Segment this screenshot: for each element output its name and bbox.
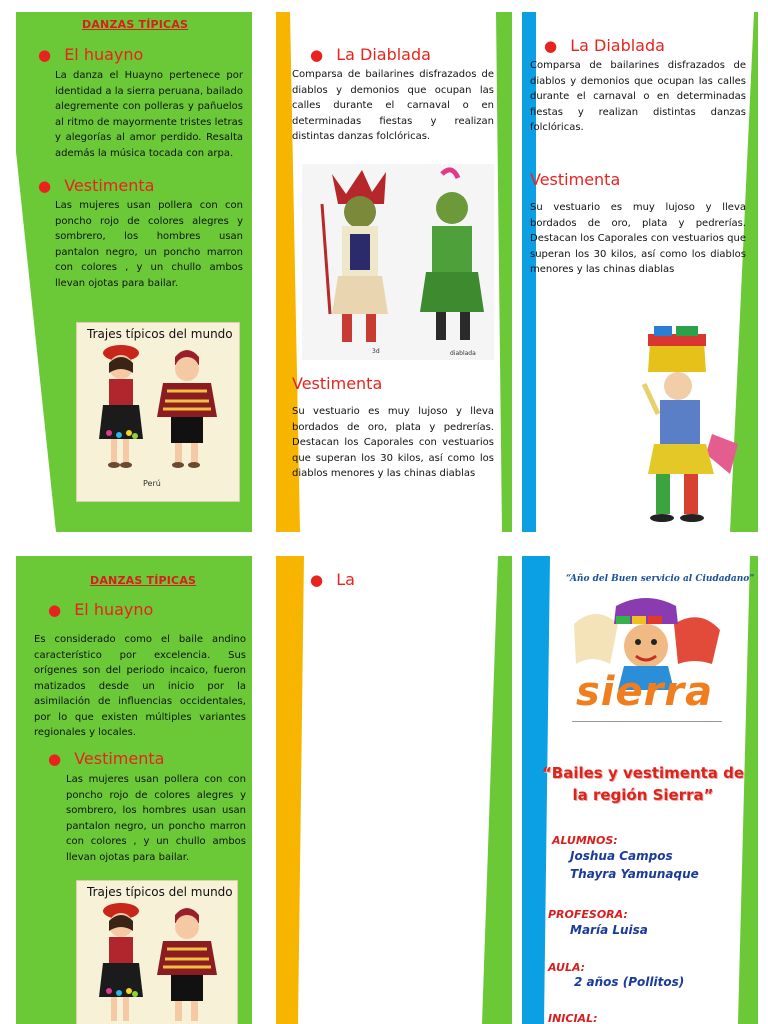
heading-la: ● La [310,570,355,589]
top-middle-panel [276,12,512,532]
section-title: DANZAS TÍPICAS [90,574,197,587]
dancer-illustration [634,324,744,524]
bullet-icon: ● [38,177,52,195]
heading-vestimenta: Vestimenta [530,170,621,189]
bottom-middle-panel [276,556,512,1024]
heading-vestimenta: Vestimenta [292,374,383,393]
diablada-image [302,164,494,360]
paragraph-huayno: La danza el Huayno pertenece por identidad a la sierra peruana, bailado alegremente con polleras y pañuelos al ritmo de mayormente tristes letras y alegorías al amor perdido. Resalta además la música tocada con arpa. [55,70,243,159]
paragraph-vestimenta: Las mujeres usan pollera con con poncho rojo de colores alegres y sombrero, los hombres usan pantalon negro, un poncho marron con colores , y un chullo ambos llevan ojotas para bailar. [55,200,243,289]
alumno-2: Thayra Yamunaque [570,867,699,881]
image-title: Trajes típicos del mundo [87,885,233,899]
motto: “Año del Buen servicio al Ciudadano” [566,574,755,584]
costume-image [76,880,238,1024]
diablada-dancers-illustration [302,164,494,360]
image-label-right: diablada [450,350,476,357]
aula-value: 2 años (Pollitos) [574,975,685,989]
alumnos-label: ALUMNOS: [552,834,618,847]
bottom-right-panel [522,556,758,1024]
paragraph-vestimenta: Su vestuario es muy lujoso y lleva bordados de oro, plata y pedrerías. Destacan los Caporales con vestuarios que superan los 30 kilos, así como los diablos menores y las chinas diablas [292,406,494,479]
section-title: DANZAS TÍPICAS [82,18,189,31]
paragraph-diablada: Comparsa de bailarines disfrazados de diablos y demonios que ocupan las calles durante el carnaval o en determinadas fiestas y realizan distintas danzas folclóricas. [292,69,494,142]
paragraph-vestimenta: Las mujeres usan pollera con con poncho rojo de colores alegres y sombrero, los hombres usan usan pantalon negro, un poncho marron con colores , y un chullo ambos llevan ojotas para bailar. [66,774,246,863]
logo-text: sierra [576,669,714,715]
alumno-1: Joshua Campos [570,849,673,863]
inicial-label: INICIAL: [548,1012,598,1024]
paragraph-huayno: Es considerado como el baile andino característico por excelencia. Sus orígenes son del periodo incaico, fueron matizados desde un inicio por la asimilación de influencias occidentales, por lo que existen múltiples variantes regionales y locales. [34,634,246,738]
heading-la-diablada: ● La Diablada [544,36,665,55]
profesora-label: PROFESORA: [548,908,628,921]
image-title: Trajes típicos del mundo [87,327,233,341]
aula-label: AULA: [548,961,586,974]
bullet-icon: ● [310,571,324,589]
bullet-icon: ● [544,37,558,55]
yellow-green-stripes [276,556,512,1024]
heading-el-huayno: ● El huayno [38,45,144,64]
heading-vestimenta: ● Vestimenta [48,749,165,768]
main-title: “Bailes y vestimenta de la región Sierra” [541,764,745,804]
top-right-panel [522,12,758,532]
top-left-panel [16,12,252,532]
profesora-name: María Luisa [570,923,648,937]
sierra-logo [566,594,726,722]
image-caption: Perú [143,479,161,488]
heading-vestimenta: ● Vestimenta [38,176,155,195]
children-illustration [83,343,233,493]
bullet-icon: ● [48,601,62,619]
bullet-icon: ● [310,46,324,64]
heading-el-huayno: ● El huayno [48,600,154,619]
costume-image [76,322,240,502]
paragraph-diablada: Comparsa de bailarines disfrazados de diablos y demonios que ocupan las calles durante el carnaval o en determinadas fiestas y realizan distintas danzas folclóricas. [530,60,746,133]
bottom-left-panel [16,556,252,1024]
paragraph-vestimenta: Su vestuario es muy lujoso y lleva bordados de oro, plata y pedrerías. Destacan los Caporales con vestuarios que superan los 30 kilos, así como los diablos menores y las chinas diablas [530,202,746,275]
heading-la-diablada: ● La Diablada [310,45,431,64]
logo-underline [572,721,722,722]
bullet-icon: ● [38,46,52,64]
bullet-icon: ● [48,750,62,768]
image-label-left: 3d [372,348,380,355]
children-illustration [83,901,233,1024]
